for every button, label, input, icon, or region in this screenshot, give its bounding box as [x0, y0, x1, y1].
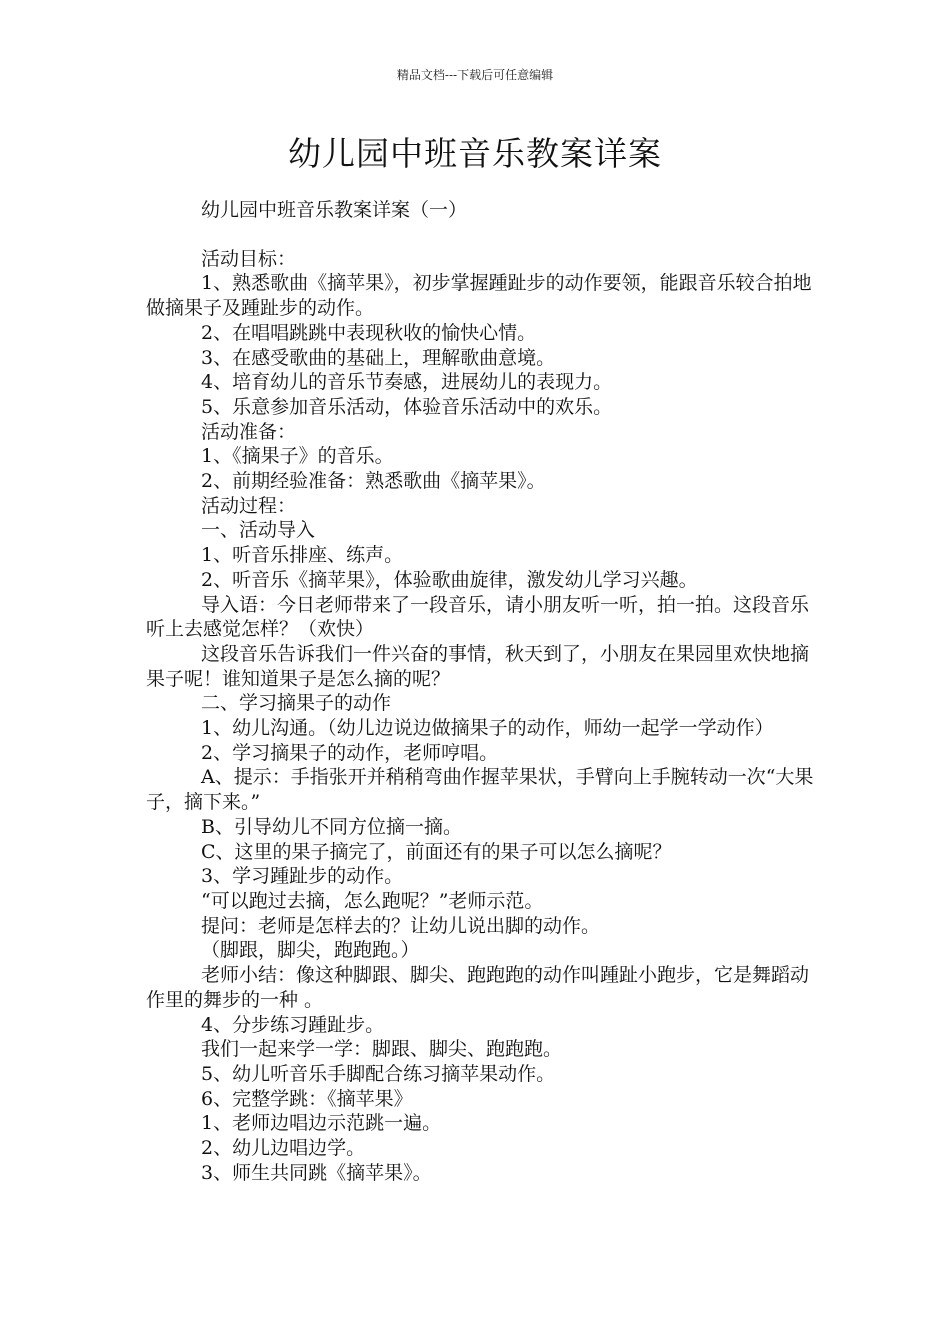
paragraph-line: 4、分步练习踵趾步。: [201, 1013, 385, 1036]
paragraph-line: 活动过程：: [201, 494, 297, 517]
paragraph-line: 5、幼儿听音乐手脚配合练习摘苹果动作。: [201, 1062, 556, 1085]
paragraph-line: 活动准备：: [201, 420, 297, 443]
paragraph-line: 1、听音乐排座、练声。: [201, 544, 404, 567]
paragraph-line: 3、师生共同跳《摘苹果》。: [201, 1161, 432, 1184]
paragraph-line: 2、幼儿边唱边学。: [201, 1137, 366, 1160]
paragraph-line: 老师小结：像这种脚跟、脚尖、跑跑跑的动作叫踵趾小跑步，它是舞蹈动作里的舞步的一种 。: [146, 964, 810, 1011]
paragraph-list: [146, 247, 818, 1186]
paragraph-line: 2、听音乐《摘苹果》，体验歌曲旋律，激发幼儿学习兴趣。: [201, 568, 698, 591]
paragraph-line: 一、活动导入: [201, 519, 316, 542]
paragraph-line: 1、老师边唱边示范跳一遍。: [201, 1112, 442, 1135]
paragraph-line: 这段音乐告诉我们一件兴奋的事情，秋天到了，小朋友在果园里欢快地摘果子呢！谁知道果子是怎么摘的呢？: [146, 642, 810, 690]
paragraph-line: 导入语：今日老师带来了一段音乐，请小朋友听一听，拍一拍。这段音乐听上去感觉怎样？（欢快）: [146, 593, 810, 641]
document-body: [146, 198, 818, 1185]
paragraph-line: 2、前期经验准备：熟悉歌曲《摘苹果》。: [201, 470, 546, 493]
paragraph-line: 4、培育幼儿的音乐节奏感，进展幼儿的表现力。: [201, 371, 613, 394]
paragraph-line: 1、幼儿沟通。（幼儿边说边做摘果子的动作，师幼一起学一学动作）: [201, 717, 774, 740]
paragraph-line: B、引导幼儿不同方位摘一摘。: [201, 815, 462, 838]
paragraph-line: 活动目标：: [201, 247, 297, 270]
paragraph-line: （脚跟，脚尖，跑跑跑。）: [201, 939, 420, 962]
paragraph-line: 5、乐意参加音乐活动，体验音乐活动中的欢乐。: [201, 395, 613, 418]
paragraph-line: 3、学习踵趾步的动作。: [201, 865, 404, 888]
paragraph-line: 6、完整学跳：《摘苹果》: [201, 1087, 413, 1110]
paragraph-line: 1、熟悉歌曲《摘苹果》，初步掌握踵趾步的动作要领，能跟音乐较合拍地做摘果子及踵趾步的动作。: [146, 272, 812, 320]
paragraph-line: “可以跑过去摘，怎么跑呢？”老师示范。: [201, 889, 544, 912]
paragraph-line: 提问：老师是怎样去的？让幼儿说出脚的动作。: [201, 914, 601, 937]
paragraph-line: 3、在感受歌曲的基础上，理解歌曲意境。: [201, 346, 556, 369]
section-subtitle: 幼儿园中班音乐教案详案（一）: [201, 199, 468, 221]
paragraph-line: 我们一起来学一学：脚跟、脚尖、跑跑跑。: [201, 1038, 563, 1061]
paragraph-line: 1、《摘果子》的音乐。: [201, 445, 394, 468]
paragraph-line: 2、学习摘果子的动作，老师哼唱。: [201, 741, 499, 764]
paragraph-line: 2、在唱唱跳跳中表现秋收的愉快心情。: [201, 321, 537, 344]
paragraph-line: A、提示：手指张开并稍稍弯曲作握苹果状，手臂向上手腕转动一次“大果子，摘下来。”: [146, 766, 814, 814]
paragraph-line: C、这里的果子摘完了，前面还有的果子可以怎么摘呢？: [201, 840, 672, 863]
paragraph-line: 二、学习摘果子的动作: [201, 692, 392, 715]
document-title: 幼儿园中班音乐教案详案: [288, 134, 662, 173]
header-note: 精品文档---下载后可任意编辑: [396, 68, 554, 82]
